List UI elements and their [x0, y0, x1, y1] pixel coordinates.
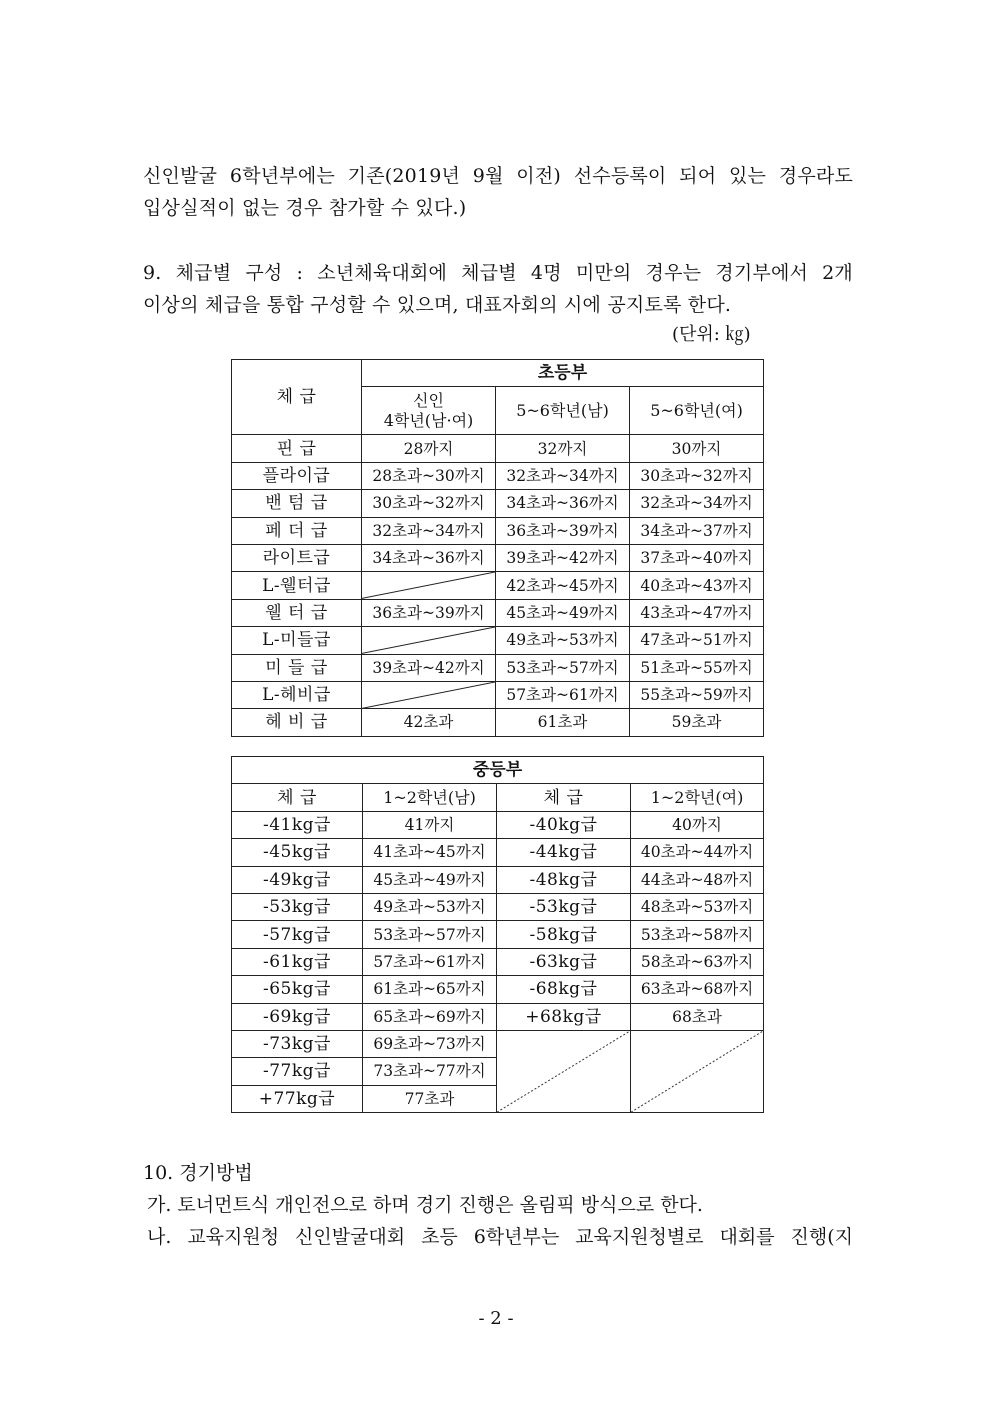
- weight-class-cell: 웰 터 급: [232, 599, 362, 626]
- weight-class-cell: -49kg급: [232, 866, 363, 893]
- weight-class-cell: -69kg급: [232, 1003, 363, 1030]
- table-row: [232, 948, 764, 975]
- weight-range-cell: 53초과~58까지: [631, 921, 764, 948]
- weight-range-cell: 32초과~34까지: [630, 490, 764, 517]
- col-header-boys: 5~6학년(남): [496, 387, 630, 435]
- weight-range-cell: 30초과~32까지: [362, 490, 496, 517]
- table-row: [232, 811, 764, 838]
- weight-range-cell: 65초과~69까지: [363, 1003, 497, 1030]
- weight-range-cell: 34초과~36까지: [496, 490, 630, 517]
- weight-class-cell: -57kg급: [232, 921, 363, 948]
- table-row: [232, 462, 764, 489]
- weight-range-cell: 73초과~77까지: [363, 1058, 497, 1085]
- page-number: - 2 -: [478, 1308, 514, 1329]
- table-row: [232, 435, 764, 462]
- weight-range-cell: 32까지: [496, 435, 630, 462]
- section-9-line-1: 9. 체급별 구성 : 소년체육대회에 체급별 4명 미만의 경우는 경기부에서 2개: [143, 262, 853, 284]
- table-row: [232, 709, 764, 736]
- weight-range-cell: 36초과~39까지: [362, 599, 496, 626]
- table-row: [232, 839, 764, 866]
- weight-range-cell: 32초과~34까지: [362, 517, 496, 544]
- weight-class-cell: -41kg급: [232, 811, 363, 838]
- weight-range-cell: 39초과~42까지: [362, 654, 496, 681]
- intro-line-1: 신인발굴 6학년부에는 기존(2019년 9월 이전) 선수등록이 되어 있는 경우라도: [143, 165, 853, 187]
- weight-range-cell: 58초과~63까지: [631, 948, 764, 975]
- table-header-row: [232, 360, 764, 387]
- diagonal-line-icon: [362, 682, 495, 708]
- table-row: [232, 544, 764, 571]
- weight-range-cell: 34초과~36까지: [362, 544, 496, 571]
- division-header: 초등부: [362, 360, 764, 387]
- weight-class-cell: -48kg급: [497, 866, 631, 893]
- weight-range-cell: 48초과~53까지: [631, 893, 764, 920]
- section-10-item-a: 가. 토너먼트식 개인전으로 하며 경기 진행은 올림픽 방식으로 한다.: [147, 1194, 703, 1216]
- table-row: [232, 627, 764, 654]
- table-row: [232, 866, 764, 893]
- table-row: [232, 1003, 764, 1030]
- weight-class-cell: L-미들급: [232, 627, 362, 654]
- weight-range-cell: 30까지: [630, 435, 764, 462]
- weight-range-cell: 37초과~40까지: [630, 544, 764, 571]
- weight-range-cell: 39초과~42까지: [496, 544, 630, 571]
- weight-class-cell: 핀 급: [232, 435, 362, 462]
- weight-range-cell: 28까지: [362, 435, 496, 462]
- weight-range-cell: 53초과~57까지: [363, 921, 497, 948]
- table-row: [232, 921, 764, 948]
- diagonal-line-icon: [362, 627, 495, 653]
- col-header-class-boys: 체 급: [232, 784, 363, 811]
- col-header-rookie-line1: 신인: [413, 390, 444, 410]
- weight-range-cell: 44초과~48까지: [631, 866, 764, 893]
- weight-class-cell: 라이트급: [232, 544, 362, 571]
- weight-range-cell: 63초과~68까지: [631, 976, 764, 1003]
- weight-class-cell: L-헤비급: [232, 681, 362, 708]
- weight-range-cell: 49초과~53까지: [363, 893, 497, 920]
- weight-range-cell: 59초과: [630, 709, 764, 736]
- unit-label: (단위: ㎏): [672, 324, 751, 345]
- section-10-title: 10. 경기방법: [143, 1162, 253, 1184]
- weight-class-cell: -73kg급: [232, 1030, 363, 1057]
- table-row: [232, 490, 764, 517]
- division-header: 중등부: [232, 757, 764, 784]
- weight-class-cell: -44kg급: [497, 839, 631, 866]
- weight-range-cell: 43초과~47까지: [630, 599, 764, 626]
- weight-class-cell: L-웰터급: [232, 572, 362, 599]
- empty-cell: [631, 1030, 764, 1112]
- weight-range-cell: 69초과~73까지: [363, 1030, 497, 1057]
- weight-range-cell: 61초과~65까지: [363, 976, 497, 1003]
- table-row: [232, 976, 764, 1003]
- weight-class-cell: 미 들 급: [232, 654, 362, 681]
- empty-cell: [362, 572, 496, 599]
- table-row: [232, 517, 764, 544]
- intro-line-2: 입상실적이 없는 경우 참가할 수 있다.): [143, 197, 467, 219]
- weight-range-cell: 30초과~32까지: [630, 462, 764, 489]
- table-header-row: [232, 757, 764, 784]
- weight-class-cell: +77kg급: [232, 1085, 363, 1112]
- weight-class-cell: -53kg급: [232, 893, 363, 920]
- weight-range-cell: 61초과: [496, 709, 630, 736]
- weight-class-cell: -77kg급: [232, 1058, 363, 1085]
- weight-range-cell: 68초과: [631, 1003, 764, 1030]
- weight-class-cell: 헤 비 급: [232, 709, 362, 736]
- table-row: [232, 654, 764, 681]
- col-header-rookie: [362, 387, 496, 435]
- weight-range-cell: 32초과~34까지: [496, 462, 630, 489]
- table-row: [232, 681, 764, 708]
- diagonal-line-icon: [497, 1031, 630, 1112]
- weight-class-cell: 플라이급: [232, 462, 362, 489]
- section-9-paragraph: [143, 257, 853, 321]
- weight-class-cell: 페 더 급: [232, 517, 362, 544]
- weight-class-cell: -65kg급: [232, 976, 363, 1003]
- intro-paragraph: [143, 160, 853, 224]
- table-row: [232, 572, 764, 599]
- weight-class-cell: 밴 텀 급: [232, 490, 362, 517]
- weight-range-cell: 45초과~49까지: [363, 866, 497, 893]
- weight-range-cell: 57초과~61까지: [363, 948, 497, 975]
- section-10-item-b: 나. 교육지원청 신인발굴대회 초등 6학년부는 교육지원청별로 대회를 진행(지: [147, 1226, 853, 1248]
- weight-range-cell: 57초과~61까지: [496, 681, 630, 708]
- weight-range-cell: 53초과~57까지: [496, 654, 630, 681]
- weight-range-cell: 40초과~43까지: [630, 572, 764, 599]
- weight-range-cell: 41초과~45까지: [363, 839, 497, 866]
- diagonal-line-icon: [631, 1031, 763, 1112]
- empty-cell: [362, 627, 496, 654]
- table-subheader-row: [232, 784, 764, 811]
- weight-range-cell: 51초과~55까지: [630, 654, 764, 681]
- class-header: 체 급: [232, 360, 362, 435]
- diagonal-line-icon: [362, 572, 495, 598]
- weight-range-cell: 36초과~39까지: [496, 517, 630, 544]
- weight-class-cell: -58kg급: [497, 921, 631, 948]
- col-header-girls: 5~6학년(여): [630, 387, 764, 435]
- weight-range-cell: 41까지: [363, 811, 497, 838]
- weight-class-cell: -63kg급: [497, 948, 631, 975]
- weight-class-cell: -61kg급: [232, 948, 363, 975]
- col-header-girls: 1~2학년(여): [631, 784, 764, 811]
- weight-range-cell: 40초과~44까지: [631, 839, 764, 866]
- elementary-weight-table: [231, 359, 764, 737]
- weight-class-cell: -68kg급: [497, 976, 631, 1003]
- weight-range-cell: 55초과~59까지: [630, 681, 764, 708]
- weight-range-cell: 49초과~53까지: [496, 627, 630, 654]
- table-row: [232, 893, 764, 920]
- weight-range-cell: 45초과~49까지: [496, 599, 630, 626]
- table-row: [232, 599, 764, 626]
- weight-class-cell: -40kg급: [497, 811, 631, 838]
- section-10: [143, 1157, 853, 1253]
- weight-class-cell: +68kg급: [497, 1003, 631, 1030]
- col-header-boys: 1~2학년(남): [363, 784, 497, 811]
- section-9-line-2: 이상의 체급을 통합 구성할 수 있으며, 대표자회의 시에 공지토록 한다.: [143, 294, 732, 316]
- empty-cell: [362, 681, 496, 708]
- middle-school-weight-table: [231, 756, 764, 1113]
- weight-range-cell: 77초과: [363, 1085, 497, 1112]
- empty-cell: [497, 1030, 631, 1112]
- weight-range-cell: 47초과~51까지: [630, 627, 764, 654]
- table-row: [232, 1030, 764, 1057]
- weight-range-cell: 42초과: [362, 709, 496, 736]
- col-header-rookie-line2: 4학년(남·여): [383, 410, 474, 430]
- col-header-class-girls: 체 급: [497, 784, 631, 811]
- weight-range-cell: 34초과~37까지: [630, 517, 764, 544]
- weight-range-cell: 42초과~45까지: [496, 572, 630, 599]
- weight-class-cell: -53kg급: [497, 893, 631, 920]
- weight-class-cell: -45kg급: [232, 839, 363, 866]
- weight-range-cell: 40까지: [631, 811, 764, 838]
- weight-range-cell: 28초과~30까지: [362, 462, 496, 489]
